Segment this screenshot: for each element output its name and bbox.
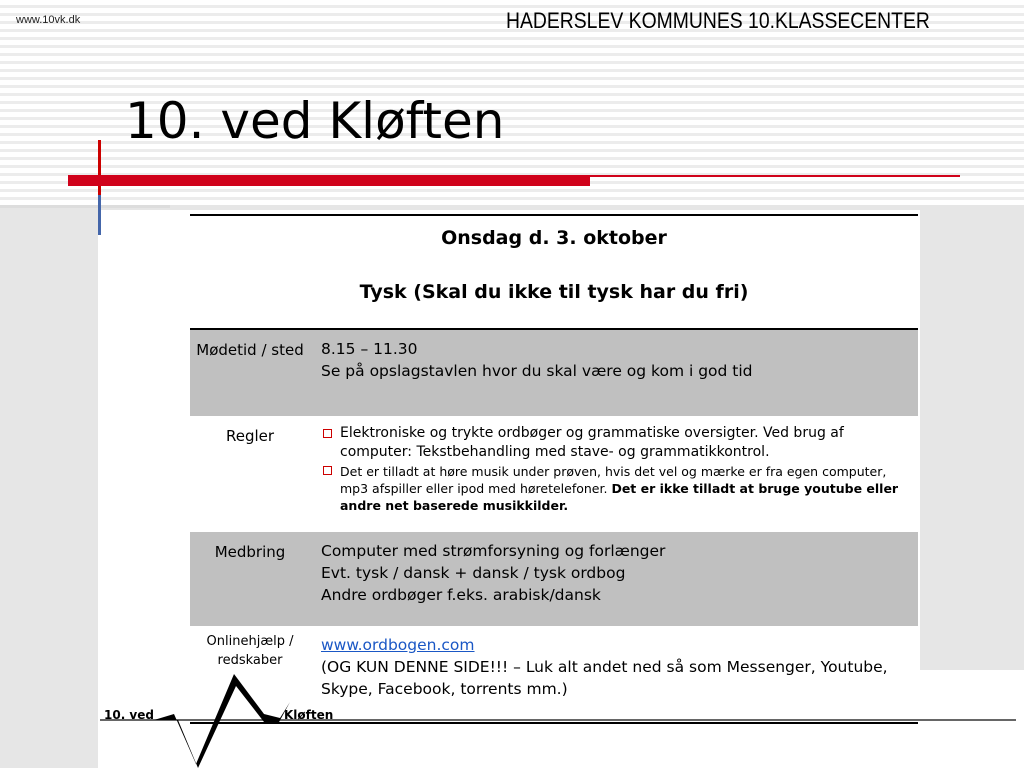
exam-info-table — [190, 214, 918, 724]
logo-peak-mark — [154, 674, 290, 768]
logo-left-text: 10. ved — [104, 708, 154, 722]
ordbogen-link[interactable]: www.ordbogen.com — [321, 636, 475, 654]
table-row — [190, 329, 918, 416]
row-value-moedetid — [310, 329, 918, 416]
kloeften-logo — [96, 672, 1016, 768]
decorative-line — [0, 205, 170, 208]
table-row — [190, 416, 918, 532]
right-grey-panel — [920, 210, 1024, 670]
title-red-line — [590, 175, 960, 177]
meeting-place: Se på opslagstavlen hvor du skal være og kom i god tid — [321, 362, 753, 380]
list-item — [321, 463, 908, 514]
row-label-online: Onlinehjælp / redskaber — [190, 626, 310, 723]
rule-text-bold: Det er ikke tilladt at bruge youtube eller andre net baserede musikkilder. — [340, 481, 899, 513]
bring-item: Evt. tysk / dansk + dansk / tysk ordbog — [321, 564, 626, 582]
exam-date: Onsdag d. 3. oktober — [441, 227, 667, 249]
slide-title: 10. ved Kløften — [125, 92, 505, 150]
table-header — [190, 215, 918, 329]
square-bullet-icon — [323, 466, 332, 475]
online-note: (OG KUN DENNE SIDE!!! – Luk alt andet ned så som Messenger, Youtube, Skype, Facebook, torrents mm.) — [321, 658, 888, 698]
square-bullet-icon — [323, 429, 332, 438]
bring-item: Andre ordbøger f.eks. arabisk/dansk — [321, 586, 601, 604]
rule-text: Elektroniske og trykte ordbøger og grammatiske oversigter. Ved brug af computer: Tekstbehandling med stave- og grammatikkontrol. — [340, 425, 844, 460]
row-label-medbring: Medbring — [190, 532, 310, 626]
row-label-regler: Regler — [190, 416, 310, 532]
rule-text: Det er tilladt at høre musik under prøven, hvis det vel og mærke er fra egen computer, mp3 afspiller eller ipod med høretelefoner. — [340, 464, 887, 496]
row-label-moedetid: Mødetid / sted — [190, 329, 310, 416]
decorative-vertical-blue-line — [98, 195, 101, 235]
site-url: www.10vk.dk — [16, 14, 81, 26]
organization-header: HADERSLEV KOMMUNES 10.KLASSECENTER — [506, 8, 930, 33]
bring-item: Computer med strømforsyning og forlænger — [321, 542, 666, 560]
meeting-time: 8.15 – 11.30 — [321, 340, 418, 358]
logo-right-text: Kløften — [284, 708, 334, 722]
rules-list — [321, 424, 908, 514]
row-value-regler — [310, 416, 918, 532]
row-value-medbring — [310, 532, 918, 626]
title-red-bar — [68, 175, 590, 186]
exam-subject: Tysk (Skal du ikke til tysk har du fri) — [359, 281, 749, 303]
table-row — [190, 532, 918, 626]
list-item — [321, 424, 908, 462]
